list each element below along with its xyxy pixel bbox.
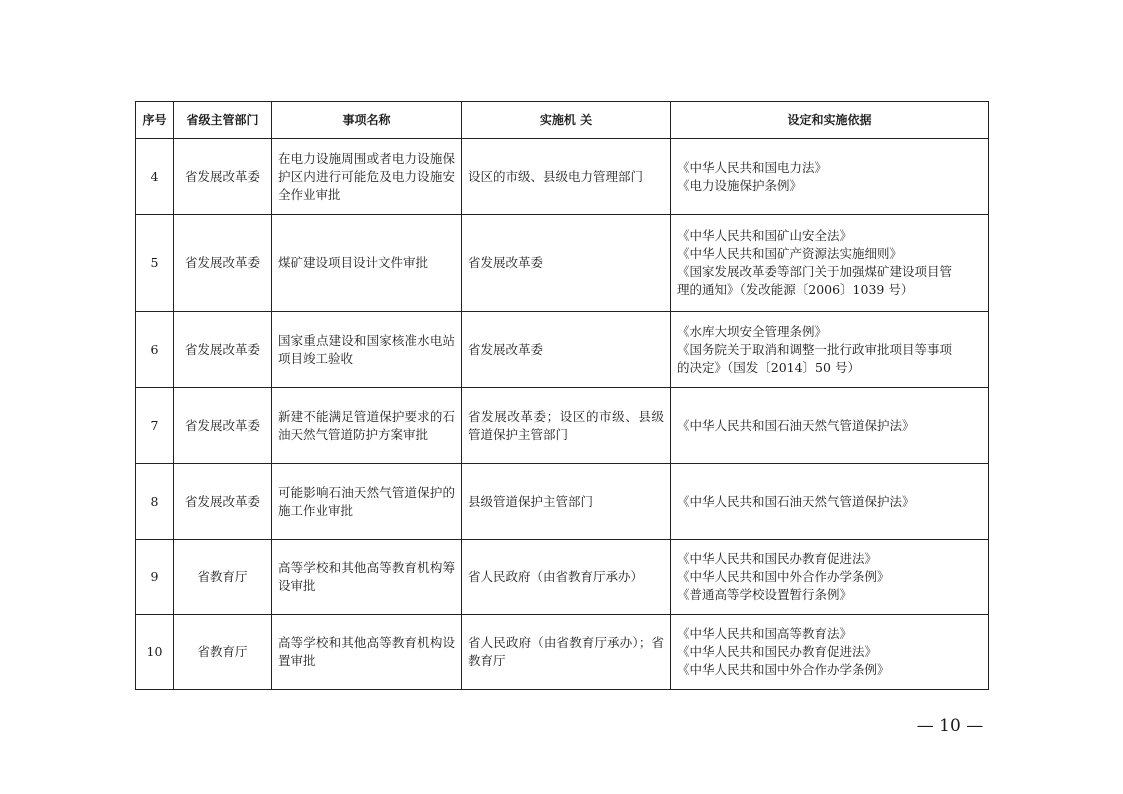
legal-basis-line: 《普通高等学校设置暂行条例》 (677, 587, 853, 602)
legal-basis-line: 《中华人民共和国电力法》 (677, 159, 828, 175)
implementing-agency-cell: 省发展改革委 (462, 215, 671, 312)
table-row (136, 139, 989, 215)
department-cell: 省教育厅 (174, 540, 272, 615)
legal-basis-line: 《中华人民共和国矿产资源法实施细则》 (677, 246, 903, 261)
item-name-cell: 国家重点建设和国家核准水电站项目竣工验收 (272, 312, 462, 388)
legal-basis-line: 《国务院关于取消和调整一批行政审批项目等事项 (677, 341, 953, 357)
legal-basis-cell (671, 139, 989, 215)
department-cell: 省教育厅 (174, 615, 272, 690)
department-cell: 省发展改革委 (174, 464, 272, 540)
approval-items-table (135, 101, 989, 690)
legal-basis-cell (671, 388, 989, 464)
serial-number-cell: 9 (136, 540, 174, 615)
serial-number-cell: 5 (136, 215, 174, 312)
header-serial-number: 序号 (136, 102, 174, 139)
legal-basis-line: 《中华人民共和国石油天然气管道保护法》 (677, 493, 915, 509)
legal-basis-line: 《电力设施保护条例》 (677, 177, 803, 193)
table-row (136, 615, 989, 690)
legal-basis-line: 《中华人民共和国中外合作办学条例》 (677, 662, 890, 677)
header-department: 省级主管部门 (174, 102, 272, 139)
department-cell: 省发展改革委 (174, 139, 272, 215)
item-name-cell: 高等学校和其他高等教育机构筹设审批 (272, 540, 462, 615)
table-row (136, 540, 989, 615)
table-row (136, 215, 989, 312)
department-cell: 省发展改革委 (174, 215, 272, 312)
legal-basis-line: 《水库大坝安全管理条例》 (677, 323, 828, 339)
table-row (136, 388, 989, 464)
legal-basis-cell (671, 215, 989, 312)
serial-number-cell: 4 (136, 139, 174, 215)
department-cell: 省发展改革委 (174, 312, 272, 388)
legal-basis-line: 《中华人民共和国民办教育促进法》 (677, 644, 878, 659)
implementing-agency-cell: 省发展改革委；设区的市级、县级管道保护主管部门 (462, 388, 671, 464)
legal-basis-cell (671, 615, 989, 690)
legal-basis-line: 《中华人民共和国矿山安全法》 (677, 228, 853, 243)
implementing-agency-cell: 省人民政府（由省教育厅承办） (462, 540, 671, 615)
legal-basis-cell (671, 312, 989, 388)
table-header-row (136, 102, 989, 139)
item-name-cell: 在电力设施周围或者电力设施保护区内进行可能危及电力设施安全作业审批 (272, 139, 462, 215)
implementing-agency-cell: 县级管道保护主管部门 (462, 464, 671, 540)
department-cell: 省发展改革委 (174, 388, 272, 464)
legal-basis-line: 《中华人民共和国高等教育法》 (677, 626, 853, 641)
implementing-agency-cell: 省人民政府（由省教育厅承办）；省教育厅 (462, 615, 671, 690)
legal-basis-line: 《中华人民共和国中外合作办学条例》 (677, 569, 890, 584)
implementing-agency-cell: 省发展改革委 (462, 312, 671, 388)
item-name-cell: 高等学校和其他高等教育机构设置审批 (272, 615, 462, 690)
item-name-cell: 煤矿建设项目设计文件审批 (272, 215, 462, 312)
item-name-cell: 可能影响石油天然气管道保护的施工作业审批 (272, 464, 462, 540)
legal-basis-line: 理的通知》（发改能源〔2006〕1039 号） (677, 282, 914, 297)
serial-number-cell: 7 (136, 388, 174, 464)
header-item-name: 事项名称 (272, 102, 462, 139)
legal-basis-line: 《中华人民共和国石油天然气管道保护法》 (677, 417, 915, 433)
serial-number-cell: 6 (136, 312, 174, 388)
legal-basis-line: 《国家发展改革委等部门关于加强煤矿建设项目管 (677, 264, 953, 279)
header-legal-basis: 设定和实施依据 (671, 102, 989, 139)
page-number: — 10 — (916, 716, 984, 736)
serial-number-cell: 8 (136, 464, 174, 540)
table-row (136, 312, 989, 388)
item-name-cell: 新建不能满足管道保护要求的石油天然气管道防护方案审批 (272, 388, 462, 464)
legal-basis-line: 《中华人民共和国民办教育促进法》 (677, 551, 878, 566)
legal-basis-line: 的决定》（国发〔2014〕50 号） (677, 359, 860, 375)
table-row (136, 464, 989, 540)
legal-basis-cell (671, 540, 989, 615)
serial-number-cell: 10 (136, 615, 174, 690)
legal-basis-cell (671, 464, 989, 540)
header-implementing-agency: 实施机 关 (462, 102, 671, 139)
implementing-agency-cell: 设区的市级、县级电力管理部门 (462, 139, 671, 215)
